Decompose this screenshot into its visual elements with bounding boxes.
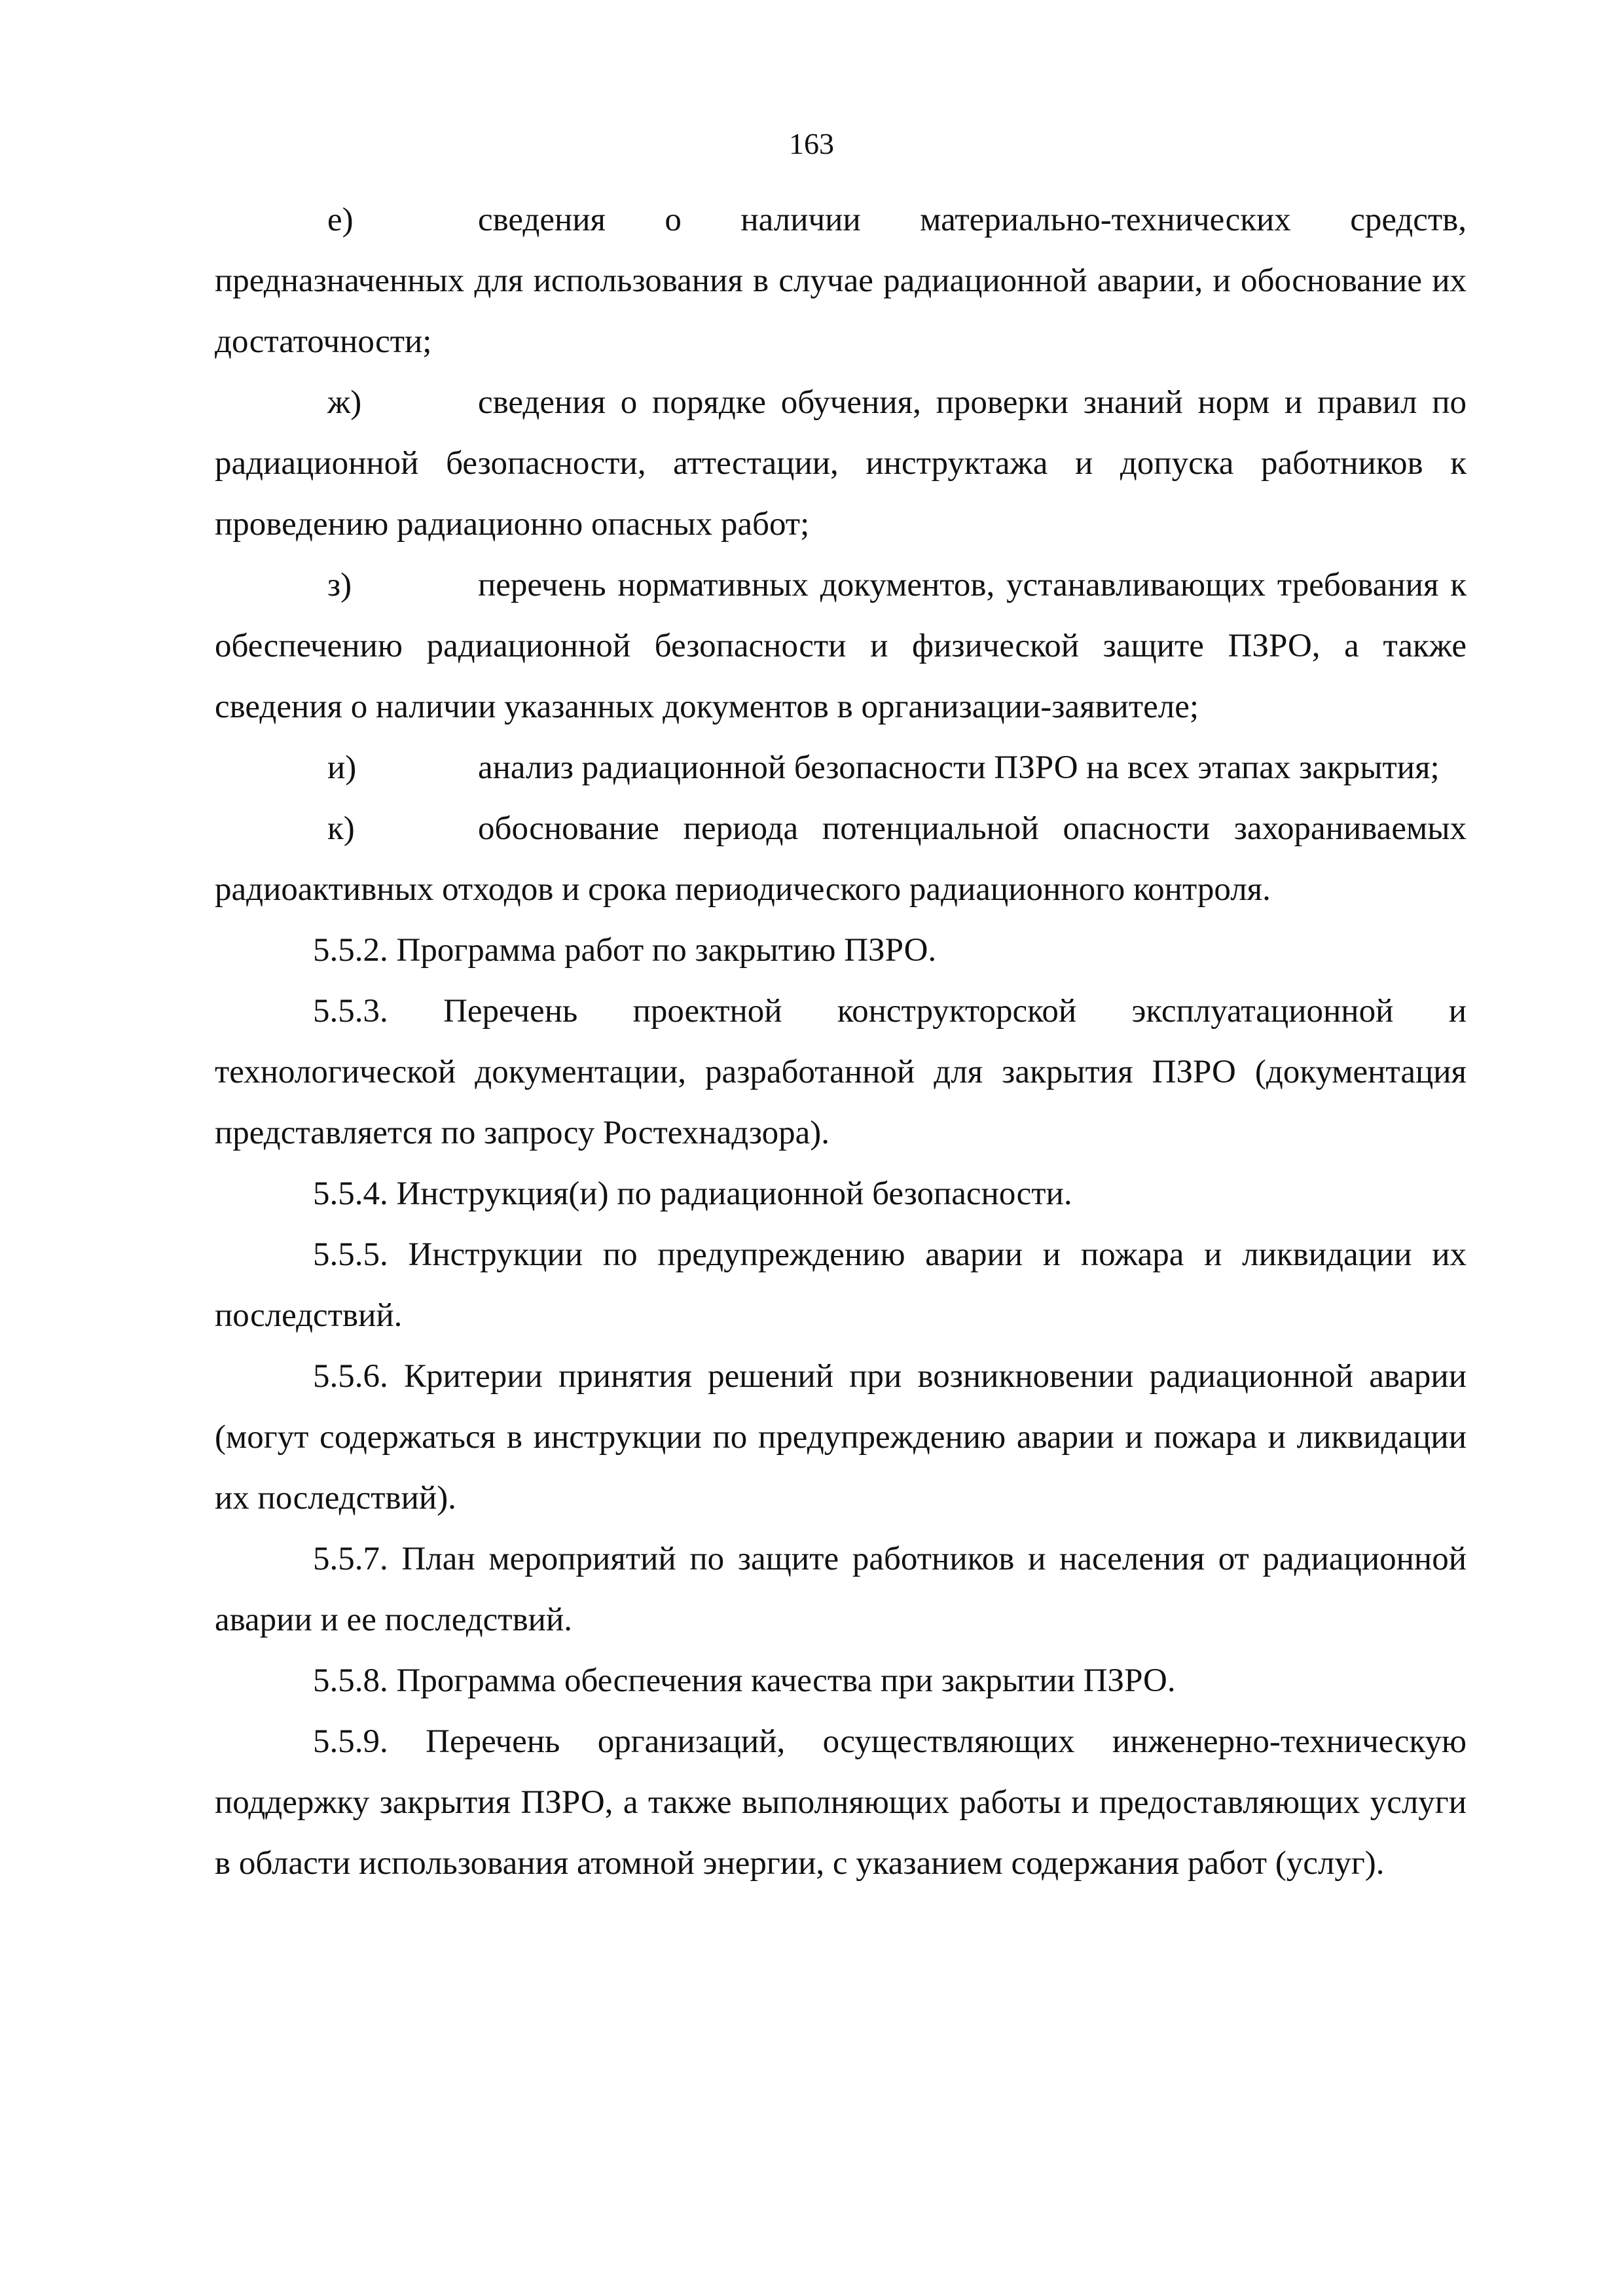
- list-item-text: анализ радиационной безопасности ПЗРО на всех этапах закрытия;: [478, 749, 1440, 786]
- section-number: 5.5.6.: [313, 1358, 388, 1395]
- section-text: Перечень проектной конструкторской эксплуатационной и технологической документации, разработанной для закрытия ПЗРО (документация представляется по запросу Ростехнадзора).: [215, 993, 1467, 1151]
- list-item-e: [215, 190, 1467, 372]
- list-marker: ж): [327, 384, 362, 421]
- section-5-5-7: [215, 1529, 1467, 1651]
- list-item-zh: [215, 372, 1467, 555]
- section-text: Программа обеспечения качества при закрытии ПЗРО.: [396, 1662, 1176, 1699]
- section-text: Программа работ по закрытию ПЗРО.: [396, 932, 937, 969]
- list-marker: к): [327, 810, 355, 847]
- section-number: 5.5.5.: [313, 1236, 388, 1273]
- list-item-k: [215, 798, 1467, 920]
- section-text: Критерии принятия решений при возникновении радиационной аварии (могут содержаться в инструкции по предупреждению аварии и пожара и ликвидации их последствий).: [215, 1358, 1467, 1516]
- list-item-z: [215, 555, 1467, 738]
- section-5-5-5: [215, 1225, 1467, 1346]
- list-item-i: [215, 738, 1467, 798]
- section-number: 5.5.2.: [313, 932, 388, 969]
- section-number: 5.5.9.: [313, 1723, 388, 1760]
- section-number: 5.5.8.: [313, 1662, 388, 1699]
- list-marker: е): [327, 202, 354, 238]
- section-5-5-2: [215, 920, 1467, 981]
- section-5-5-6: [215, 1346, 1467, 1529]
- list-item-text: сведения о наличии материально-технических средств, предназначенных для использования в случае радиационной аварии, и обоснование их достаточности;: [215, 202, 1467, 360]
- list-marker: и): [327, 749, 357, 786]
- list-marker: з): [327, 567, 352, 603]
- page-number: 163: [789, 127, 834, 160]
- section-5-5-3: [215, 981, 1467, 1164]
- section-text: Перечень организаций, осуществляющих инженерно-техническую поддержку закрытия ПЗРО, а также выполняющих работы и предоставляющих услуги в области использования атомной энергии, с указанием содержания работ (услуг).: [215, 1723, 1467, 1882]
- section-number: 5.5.7.: [313, 1541, 388, 1577]
- document-body: [215, 190, 1467, 1894]
- section-text: План мероприятий по защите работников и населения от радиационной аварии и ее последствий.: [215, 1541, 1467, 1638]
- section-text: Инструкции по предупреждению аварии и пожара и ликвидации их последствий.: [215, 1236, 1467, 1334]
- section-5-5-9: [215, 1712, 1467, 1894]
- section-5-5-4: [215, 1164, 1467, 1225]
- section-number: 5.5.3.: [313, 993, 388, 1030]
- section-text: Инструкция(и) по радиационной безопасности.: [396, 1175, 1072, 1212]
- list-item-text: обоснование периода потенциальной опасности захораниваемых радиоактивных отходов и срока периодического радиационного контроля.: [215, 810, 1467, 908]
- section-5-5-8: [215, 1651, 1467, 1712]
- list-item-text: сведения о порядке обучения, проверки знаний норм и правил по радиационной безопасности, аттестации, инструктажа и допуска работников к проведению радиационно опасных работ;: [215, 384, 1467, 543]
- section-number: 5.5.4.: [313, 1175, 388, 1212]
- list-item-text: перечень нормативных документов, устанавливающих требования к обеспечению радиационной безопасности и физической защите ПЗРО, а также сведения о наличии указанных документов в организации-заявителе;: [215, 567, 1467, 725]
